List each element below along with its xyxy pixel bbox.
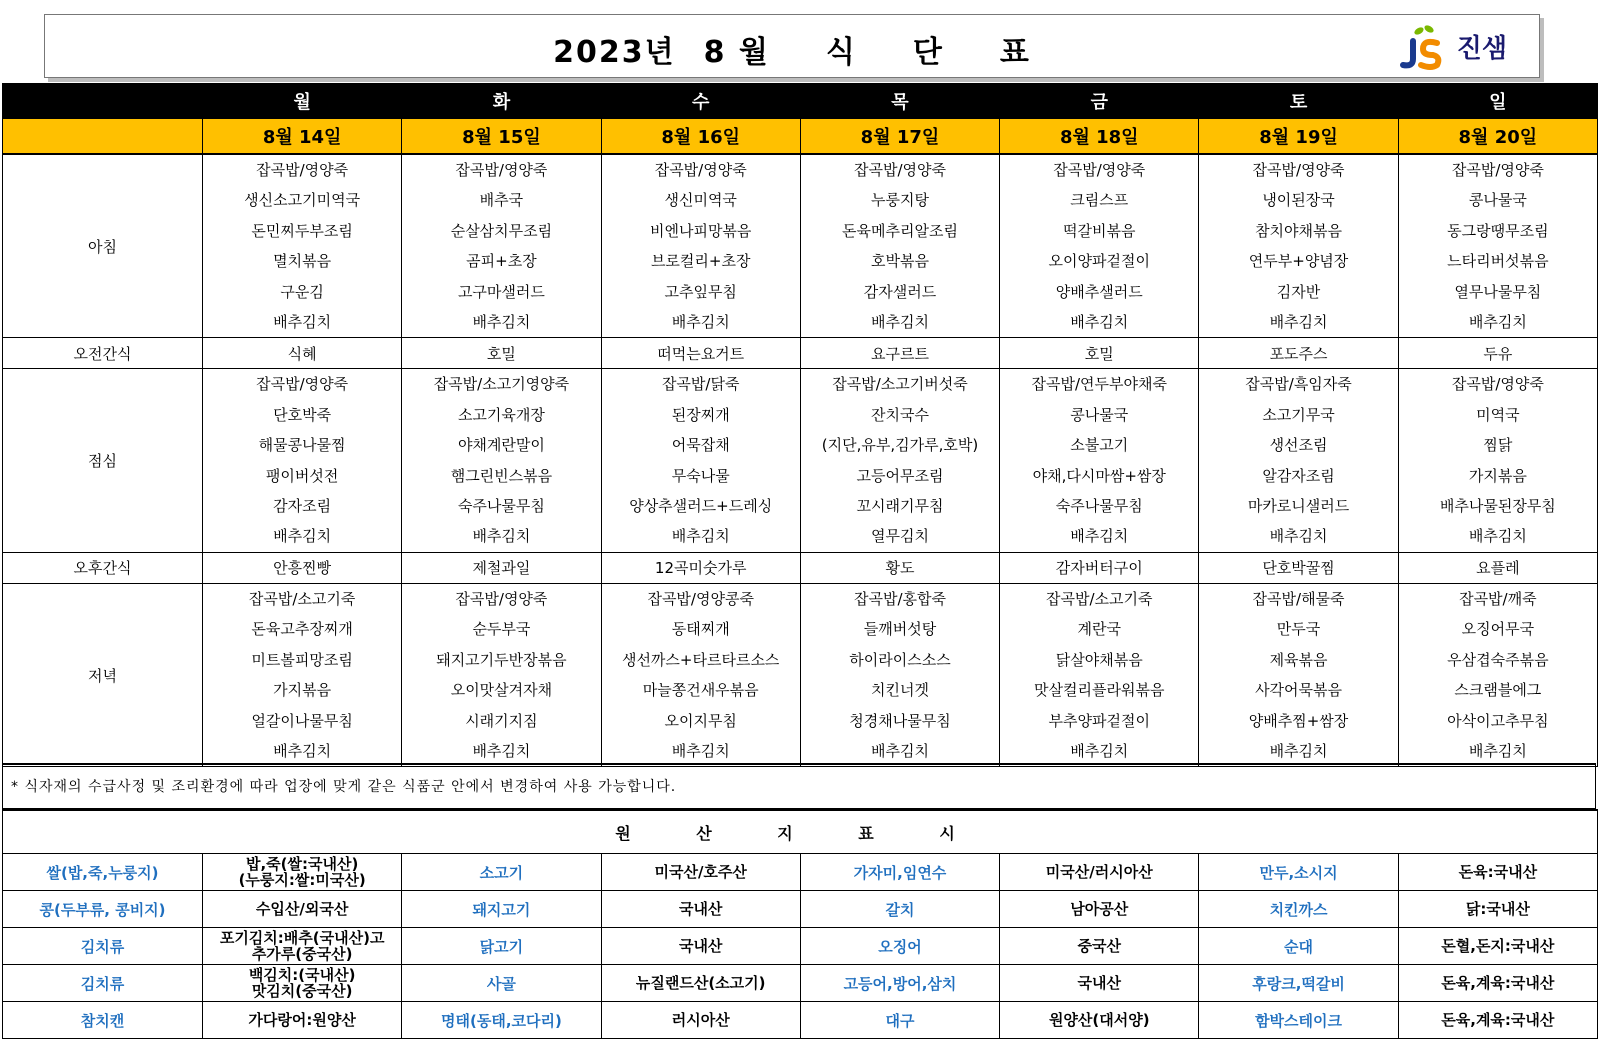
origin-item: 명태(동태,코다리) (402, 1002, 601, 1039)
dish-item: 치킨너겟 (871, 681, 929, 700)
dish-item: 배추김치 (1269, 527, 1328, 546)
dish-item: 계란국 (1077, 620, 1121, 639)
origin-item: 오징어 (800, 928, 999, 965)
dish-item: (지단,유부,김가루,호박) (821, 436, 979, 455)
dish-item: 크림스프 (1070, 191, 1129, 210)
weekday-header: 금 (1000, 84, 1199, 119)
dish-item: 느타리버섯볶음 (1447, 252, 1549, 271)
dish-item: 감자조림 (273, 497, 332, 516)
menu-cell (1398, 369, 1597, 552)
origin-body (3, 854, 1598, 1039)
dish-item: 제육볶음 (1269, 650, 1328, 669)
dish-item: 잡곡밥/소고기죽 (248, 589, 356, 608)
dish-item: 잔치국수 (871, 405, 929, 424)
snack-cell: 호밀 (402, 338, 601, 369)
meal-label: 아침 (3, 154, 203, 338)
dish-item: 잡곡밥/홍합죽 (853, 589, 946, 608)
origin-item: 갈치 (800, 891, 999, 928)
snack-cell: 감자버터구이 (1000, 552, 1199, 583)
menu-cell (203, 369, 402, 552)
dish-item: 시래기지짐 (465, 711, 538, 730)
dish-item: 배추김치 (671, 527, 730, 546)
menu-cell (1000, 583, 1199, 766)
dish-item: 콩나물국 (1070, 405, 1129, 424)
dish-item: 잡곡밥/소고기버섯죽 (832, 375, 968, 394)
dish-item: 배추김치 (871, 313, 929, 332)
dish-item: 멸치볶음 (273, 252, 332, 271)
origin-item: 만두,소시지 (1199, 854, 1398, 891)
dish-item: 잡곡밥/영양죽 (853, 161, 946, 179)
date-header: 8월 20일 (1398, 119, 1597, 155)
dish-item: 배추국 (479, 191, 524, 210)
origin-item: 사골 (402, 965, 601, 1002)
origin-value: 국내산 (1000, 965, 1199, 1002)
menu-cell (1199, 583, 1398, 766)
title-char-1: 식 (825, 35, 857, 70)
dish-item: 생신소고기미역국 (244, 191, 361, 210)
dish-item: 숙주나물무침 (457, 497, 545, 516)
logo-text: 진샘 (1456, 33, 1507, 64)
menu-cell (203, 583, 402, 766)
dish-item: 배추김치 (671, 741, 730, 760)
origin-item: 가자미,임연수 (800, 854, 999, 891)
dish-item: 순살삼치무조림 (450, 221, 553, 240)
dish-item: 비엔나피망볶음 (649, 221, 752, 240)
dish-item: 잡곡밥/해물죽 (1252, 589, 1345, 608)
dish-item: 배추김치 (273, 741, 332, 760)
dish-item: 된장찌개 (671, 405, 730, 424)
menu-cell (402, 154, 601, 338)
js-logo-icon (1393, 21, 1449, 71)
snack-cell: 식혜 (203, 338, 402, 369)
dish-item: 잡곡밥/영양죽 (455, 589, 548, 608)
dish-item: 찜닭 (1483, 436, 1513, 455)
dish-item: 잡곡밥/깨죽 (1459, 589, 1537, 608)
origin-value: 중국산 (1000, 928, 1199, 965)
date-header: 8월 14일 (203, 119, 402, 155)
menu-cell (1398, 154, 1597, 338)
dish-item: 단호박죽 (273, 405, 332, 424)
title-month: 8 월 (703, 35, 770, 70)
dish-item: 잡곡밥/영양죽 (654, 161, 747, 179)
meal-label: 오전간식 (3, 338, 203, 369)
dish-item: 잡곡밥/영양죽 (1053, 161, 1146, 179)
weekday-header: 토 (1199, 84, 1398, 119)
origin-title: 원 산 지 표 시 (3, 810, 1598, 854)
dish-item: 잡곡밥/소고기죽 (1046, 589, 1153, 608)
snack-cell: 호밀 (1000, 338, 1199, 369)
menu-cell (402, 583, 601, 766)
dish-item: 김자반 (1276, 282, 1321, 301)
origin-row (3, 891, 1598, 928)
snack-cell: 12곡미숫가루 (601, 552, 800, 583)
dish-item: 야채,다시마쌈+쌈장 (1032, 466, 1166, 485)
meal-label: 오후간식 (3, 552, 203, 583)
dish-item: 잡곡밥/영양콩죽 (647, 589, 754, 608)
dish-item: 떡갈비볶음 (1063, 221, 1136, 240)
dish-item: 배추김치 (273, 313, 332, 332)
title-banner (44, 14, 1540, 78)
weekday-header: 화 (402, 84, 601, 119)
dish-item: 어묵잡채 (671, 436, 730, 455)
origin-item: 후랑크,떡갈비 (1199, 965, 1398, 1002)
date-corner (3, 119, 203, 155)
dish-item: 미트볼피망조림 (251, 650, 353, 669)
meal-label: 점심 (3, 369, 203, 552)
menu-cell (1398, 583, 1597, 766)
dish-item: 우삼겹숙주볶음 (1447, 650, 1549, 669)
origin-row (3, 854, 1598, 891)
snack-cell: 포도주스 (1199, 338, 1398, 369)
title-char-2: 단 (912, 35, 944, 70)
dish-item: 잡곡밥/영양죽 (256, 161, 349, 179)
dish-item: 알감자조림 (1262, 466, 1335, 485)
dish-item: 생선조림 (1269, 436, 1328, 455)
dish-item: 팽이버섯전 (265, 466, 339, 485)
menu-cell (601, 369, 800, 552)
title-char-3: 표 (999, 35, 1031, 70)
dish-item: 잡곡밥/영양죽 (1451, 375, 1544, 394)
dish-item: 동그랑땡무조림 (1447, 221, 1549, 240)
dish-item: 배추김치 (472, 527, 531, 546)
origin-item: 참치캔 (3, 1002, 203, 1039)
menu-body (3, 154, 1598, 767)
origin-item: 순대 (1199, 928, 1398, 965)
origin-item: 대구 (800, 1002, 999, 1039)
meal-pm-snack-row (3, 552, 1598, 583)
date-header: 8월 16일 (601, 119, 800, 155)
dish-item: 배추김치 (472, 741, 531, 760)
dish-item: 잡곡밥/영양죽 (455, 161, 548, 179)
origin-value: 밥,죽(쌀:국내산) (누룽지:쌀:미국산) (203, 854, 402, 891)
dish-item: 연두부+양념장 (1248, 252, 1349, 271)
dish-item: 동태찌개 (671, 620, 730, 639)
origin-value: 수입산/외국산 (203, 891, 402, 928)
dish-item: 잡곡밥/연두부야채죽 (1031, 375, 1167, 394)
origin-value: 돈육,계육:국내산 (1398, 965, 1597, 1002)
origin-item: 김치류 (3, 965, 203, 1002)
dish-item: 참치야채볶음 (1255, 221, 1343, 240)
dish-item: 고추잎무침 (664, 282, 737, 301)
substitution-note: * 식자재의 수급사정 및 조리환경에 따라 업장에 맞게 같은 식품군 안에서 변경하여 사용 가능합니다. (2, 763, 1596, 809)
dish-item: 돈육메추리알조림 (842, 221, 958, 240)
dish-item: 배추김치 (1070, 527, 1129, 546)
weekday-header: 목 (800, 84, 999, 119)
dish-item: 고구마샐러드 (457, 282, 545, 301)
dish-item: 배추김치 (1269, 313, 1328, 332)
meal-am-snack-row (3, 338, 1598, 369)
date-header: 8월 17일 (800, 119, 999, 155)
menu-cell (1199, 154, 1398, 338)
dish-item: 잡곡밥/소고기영양죽 (433, 375, 570, 394)
dish-item: 오이양파겉절이 (1048, 252, 1150, 271)
dish-item: 양배추찜+쌈장 (1248, 711, 1349, 730)
snack-cell: 떠먹는요거트 (601, 338, 800, 369)
dish-item: 배추김치 (1070, 741, 1129, 760)
origin-row (3, 928, 1598, 965)
dish-item: 야채계란말이 (457, 436, 545, 455)
origin-item: 소고기 (402, 854, 601, 891)
dish-item: 순두부국 (472, 620, 531, 639)
dish-item: 닭살야채볶음 (1055, 650, 1143, 669)
origin-value: 원양산(대서양) (1000, 1002, 1199, 1039)
origin-value: 국내산 (601, 928, 800, 965)
dish-item: 마카로니샐러드 (1247, 497, 1350, 516)
dish-item: 생선까스+타르타르소스 (621, 650, 780, 669)
company-logo (1393, 21, 1507, 71)
menu-cell (601, 583, 800, 766)
dish-item: 잡곡밥/영양죽 (256, 375, 349, 394)
title-year: 2023년 (553, 35, 676, 70)
menu-cell (800, 154, 999, 338)
origin-value: 러시아산 (601, 1002, 800, 1039)
dish-item: 누룽지탕 (871, 191, 929, 210)
origin-item: 고등어,방어,삼치 (800, 965, 999, 1002)
weekday-header: 수 (601, 84, 800, 119)
dish-item: 배추김치 (472, 313, 531, 332)
menu-cell (601, 154, 800, 338)
menu-cell (800, 583, 999, 766)
origin-value: 돈혈,돈지:국내산 (1398, 928, 1597, 965)
snack-cell: 안흥찐빵 (203, 552, 402, 583)
menu-cell (1199, 369, 1398, 552)
dish-item: 배추김치 (273, 527, 332, 546)
dish-item: 돼지고기두반장볶음 (436, 650, 567, 669)
menu-cell (1000, 369, 1199, 552)
date-header-row (3, 119, 1598, 155)
dish-item: 오징어무국 (1461, 620, 1535, 639)
menu-table (2, 83, 1598, 767)
dish-item: 부추양파겉절이 (1048, 711, 1150, 730)
origin-row (3, 965, 1598, 1002)
origin-value: 미국산/러시아산 (1000, 854, 1199, 891)
dish-item: 배추김치 (1070, 313, 1129, 332)
origin-item: 함박스테이크 (1199, 1002, 1398, 1039)
menu-cell (402, 369, 601, 552)
dish-item: 열무나물무침 (1454, 282, 1542, 301)
dish-item: 만두국 (1276, 620, 1321, 639)
dish-item: 오이지무침 (664, 711, 737, 730)
dish-item: 가지볶음 (1468, 466, 1527, 485)
meal-breakfast-row (3, 154, 1598, 338)
origin-value: 돈육:국내산 (1398, 854, 1597, 891)
origin-value: 돈육,계육:국내산 (1398, 1002, 1597, 1039)
dish-item: 들깨버섯탕 (863, 620, 937, 639)
dish-item: 숙주나물무침 (1055, 497, 1143, 516)
dish-item: 청경채나물무침 (849, 711, 951, 730)
weekday-header: 일 (1398, 84, 1597, 119)
dish-item: 양배추샐러드 (1055, 282, 1143, 301)
dish-item: 호박볶음 (871, 252, 929, 271)
snack-cell: 요구르트 (800, 338, 999, 369)
dish-item: 하이라이스소스 (849, 650, 951, 669)
origin-item: 김치류 (3, 928, 203, 965)
dish-item: 생신미역국 (664, 191, 737, 210)
meal-label: 저녁 (3, 583, 203, 766)
dish-item: 구운김 (280, 282, 324, 301)
origin-item: 치킨까스 (1199, 891, 1398, 928)
dish-item: 얼갈이나물무침 (251, 711, 353, 730)
date-header: 8월 19일 (1199, 119, 1398, 155)
origin-value: 뉴질랜드산(소고기) (601, 965, 800, 1002)
dish-item: 잡곡밥/영양죽 (1451, 161, 1544, 179)
snack-cell: 단호박꿀찜 (1199, 552, 1398, 583)
dish-item: 콩나물국 (1468, 191, 1527, 210)
dish-item: 배추나물된장무침 (1439, 497, 1556, 516)
dish-item: 소고기무국 (1262, 405, 1335, 424)
dish-item: 고등어무조림 (856, 466, 944, 485)
snack-cell: 제철과일 (402, 552, 601, 583)
dish-item: 잡곡밥/영양죽 (1252, 161, 1345, 179)
date-header: 8월 18일 (1000, 119, 1199, 155)
dish-item: 배추김치 (871, 741, 929, 760)
origin-value: 가다랑어:원양산 (203, 1002, 402, 1039)
dish-item: 소불고기 (1070, 436, 1129, 455)
origin-item: 쌀(밥,죽,누룽지) (3, 854, 203, 891)
dish-item: 햄그린빈스볶음 (450, 466, 553, 485)
menu-cell (800, 369, 999, 552)
date-header: 8월 15일 (402, 119, 601, 155)
origin-value: 국내산 (601, 891, 800, 928)
dish-item: 미역국 (1476, 405, 1520, 424)
origin-item: 닭고기 (402, 928, 601, 965)
header-corner (3, 84, 203, 119)
dish-item: 돈육고추장찌개 (251, 620, 353, 639)
origin-item: 돼지고기 (402, 891, 601, 928)
dish-item: 해물콩나물찜 (258, 436, 346, 455)
dish-item: 양상추샐러드+드레싱 (629, 497, 773, 516)
dish-item: 무숙나물 (671, 466, 730, 485)
dish-item: 소고기육개장 (457, 405, 545, 424)
snack-cell: 두유 (1398, 338, 1597, 369)
origin-value: 백김치:(국내산) 맛김치(중국산) (203, 965, 402, 1002)
dish-item: 마늘쫑건새우볶음 (642, 681, 759, 700)
dish-item: 잡곡밥/흑임자죽 (1245, 375, 1352, 394)
dish-item: 꼬시래기무침 (856, 497, 944, 516)
meal-lunch-row (3, 369, 1598, 552)
dish-item: 감자샐러드 (863, 282, 937, 301)
snack-cell: 요플레 (1398, 552, 1597, 583)
origin-value: 닭:국내산 (1398, 891, 1597, 928)
dish-item: 배추김치 (671, 313, 730, 332)
snack-cell: 황도 (800, 552, 999, 583)
meal-dinner-row (3, 583, 1598, 766)
origin-header-row (3, 810, 1598, 854)
origin-value: 포기김치:배추(국내산)고 추가루(중국산) (203, 928, 402, 965)
dish-item: 배추김치 (1468, 741, 1527, 760)
dish-item: 아삭이고추무침 (1447, 711, 1549, 730)
dish-item: 잡곡밥/닭죽 (661, 375, 740, 394)
origin-table (2, 809, 1598, 1039)
origin-row (3, 1002, 1598, 1039)
dish-item: 배추김치 (1468, 313, 1527, 332)
origin-item: 콩(두부류, 콩비지) (3, 891, 203, 928)
page-title (45, 27, 1539, 71)
dish-item: 오이맛살겨자채 (450, 681, 553, 700)
menu-cell (1000, 154, 1199, 338)
weekday-header-row (3, 84, 1598, 119)
weekday-header: 월 (203, 84, 402, 119)
dish-item: 배추김치 (1269, 741, 1328, 760)
origin-value: 미국산/호주산 (601, 854, 800, 891)
dish-item: 가지볶음 (273, 681, 332, 700)
dish-item: 열무김치 (871, 527, 929, 546)
origin-value: 남아공산 (1000, 891, 1199, 928)
dish-item: 스크램블에그 (1454, 681, 1542, 700)
dish-item: 브로컬리+초장 (650, 252, 751, 271)
dish-item: 사각어묵볶음 (1255, 681, 1343, 700)
dish-item: 냉이된장국 (1262, 191, 1335, 210)
menu-cell (203, 154, 402, 338)
dish-item: 돈민찌두부조림 (251, 221, 353, 240)
dish-item: 곰피+초장 (466, 252, 537, 271)
dish-item: 맛살컬리플라워볶음 (1034, 681, 1165, 700)
dish-item: 배추김치 (1468, 527, 1527, 546)
